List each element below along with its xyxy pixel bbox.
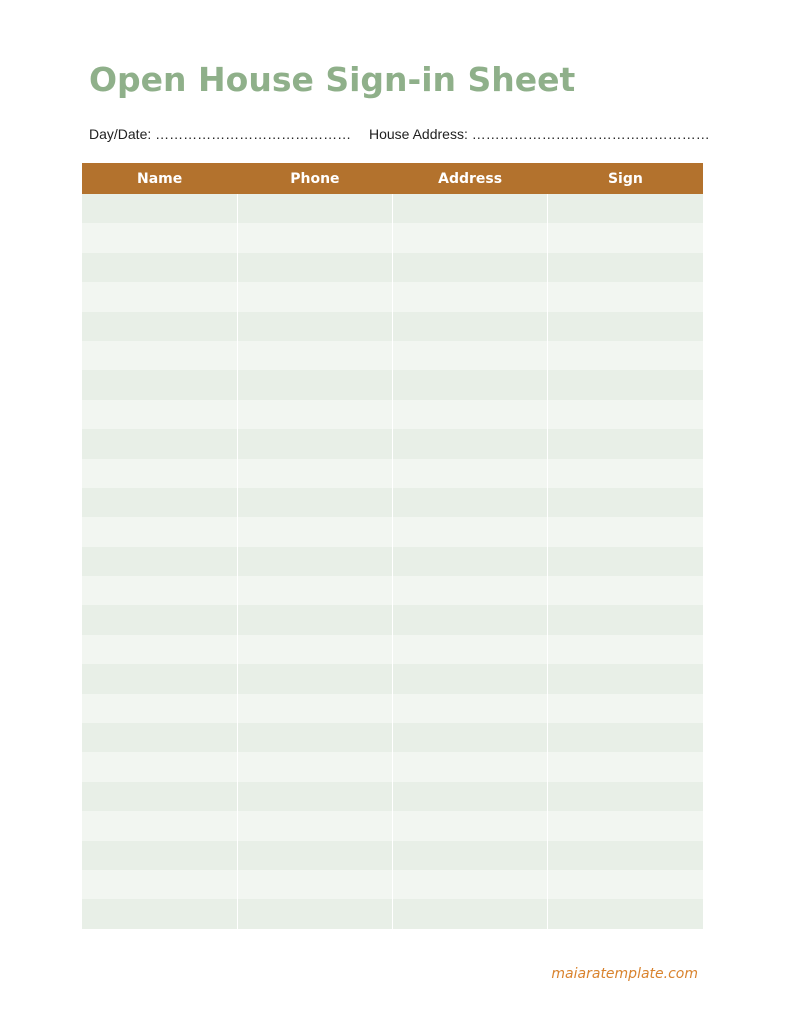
address-cell[interactable] <box>393 547 548 576</box>
name-cell[interactable] <box>82 429 237 458</box>
name-cell[interactable] <box>82 400 237 429</box>
sign-cell[interactable] <box>548 459 703 488</box>
phone-cell[interactable] <box>237 782 392 811</box>
sign-cell[interactable] <box>548 723 703 752</box>
address-cell[interactable] <box>393 782 548 811</box>
phone-cell[interactable] <box>237 282 392 311</box>
table-row <box>82 253 703 282</box>
phone-cell[interactable] <box>237 664 392 693</box>
name-cell[interactable] <box>82 752 237 781</box>
name-cell[interactable] <box>82 811 237 840</box>
sign-cell[interactable] <box>548 752 703 781</box>
sign-cell[interactable] <box>548 694 703 723</box>
address-cell[interactable] <box>393 488 548 517</box>
table-row <box>82 312 703 341</box>
phone-cell[interactable] <box>237 459 392 488</box>
table-row <box>82 488 703 517</box>
name-cell[interactable] <box>82 605 237 634</box>
name-cell[interactable] <box>82 870 237 899</box>
table-row <box>82 782 703 811</box>
phone-cell[interactable] <box>237 870 392 899</box>
phone-cell[interactable] <box>237 341 392 370</box>
table-header-row <box>82 163 703 194</box>
name-cell[interactable] <box>82 459 237 488</box>
header-sign: Sign <box>607 170 643 187</box>
address-cell[interactable] <box>393 194 548 223</box>
phone-cell[interactable] <box>237 899 392 928</box>
address-cell[interactable] <box>393 400 548 429</box>
header-address: Address <box>438 170 503 187</box>
table-row <box>82 194 703 223</box>
address-cell[interactable] <box>393 723 548 752</box>
phone-cell[interactable] <box>237 547 392 576</box>
phone-cell[interactable] <box>237 694 392 723</box>
name-cell[interactable] <box>82 194 237 223</box>
name-cell[interactable] <box>82 723 237 752</box>
sign-cell[interactable] <box>548 194 703 223</box>
name-cell[interactable] <box>82 576 237 605</box>
table-row <box>82 752 703 781</box>
address-cell[interactable] <box>393 811 548 840</box>
table-row <box>82 429 703 458</box>
name-cell[interactable] <box>82 253 237 282</box>
sign-cell[interactable] <box>548 370 703 399</box>
phone-cell[interactable] <box>237 253 392 282</box>
table-row <box>82 547 703 576</box>
sign-cell[interactable] <box>548 400 703 429</box>
sheet-title: Open House Sign-in Sheet <box>89 60 576 99</box>
sign-cell[interactable] <box>548 899 703 928</box>
sign-cell[interactable] <box>548 341 703 370</box>
address-cell[interactable] <box>393 694 548 723</box>
address-cell[interactable] <box>393 459 548 488</box>
phone-cell[interactable] <box>237 811 392 840</box>
table-row <box>82 723 703 752</box>
phone-cell[interactable] <box>237 400 392 429</box>
phone-cell[interactable] <box>237 370 392 399</box>
address-cell[interactable] <box>393 576 548 605</box>
address-cell[interactable] <box>393 870 548 899</box>
address-cell[interactable] <box>393 517 548 546</box>
sign-cell[interactable] <box>548 635 703 664</box>
phone-cell[interactable] <box>237 517 392 546</box>
house-address-line[interactable]: …………………………………………… <box>471 126 710 142</box>
address-cell[interactable] <box>393 899 548 928</box>
table-row <box>82 282 703 311</box>
sign-cell[interactable] <box>548 282 703 311</box>
day-date-field <box>89 126 351 142</box>
sign-cell[interactable] <box>548 870 703 899</box>
table-row <box>82 694 703 723</box>
name-cell[interactable] <box>82 223 237 252</box>
name-cell[interactable] <box>82 635 237 664</box>
phone-cell[interactable] <box>237 576 392 605</box>
address-cell[interactable] <box>393 312 548 341</box>
address-cell[interactable] <box>393 370 548 399</box>
name-cell[interactable] <box>82 899 237 928</box>
name-cell[interactable] <box>82 782 237 811</box>
header-phone: Phone <box>290 170 340 187</box>
name-cell[interactable] <box>82 488 237 517</box>
sign-cell[interactable] <box>548 312 703 341</box>
address-cell[interactable] <box>393 635 548 664</box>
name-cell[interactable] <box>82 312 237 341</box>
phone-cell[interactable] <box>237 635 392 664</box>
name-cell[interactable] <box>82 694 237 723</box>
table-row <box>82 605 703 634</box>
house-address-field <box>369 126 710 142</box>
sign-cell[interactable] <box>548 547 703 576</box>
table-body <box>82 194 703 929</box>
name-cell[interactable] <box>82 341 237 370</box>
table-row <box>82 841 703 870</box>
name-cell[interactable] <box>82 370 237 399</box>
sign-cell[interactable] <box>548 429 703 458</box>
address-cell[interactable] <box>393 341 548 370</box>
address-cell[interactable] <box>393 664 548 693</box>
address-cell[interactable] <box>393 605 548 634</box>
address-cell[interactable] <box>393 429 548 458</box>
name-cell[interactable] <box>82 841 237 870</box>
sign-cell[interactable] <box>548 664 703 693</box>
day-date-line[interactable]: …………………………………… <box>155 126 352 142</box>
sign-cell[interactable] <box>548 782 703 811</box>
table-row <box>82 459 703 488</box>
website-footer: maiaratemplate.com <box>551 966 698 982</box>
sign-cell[interactable] <box>548 223 703 252</box>
table-row <box>82 635 703 664</box>
day-date-label: Day/Date: <box>89 126 152 142</box>
sign-cell[interactable] <box>548 576 703 605</box>
address-cell[interactable] <box>393 282 548 311</box>
phone-cell[interactable] <box>237 312 392 341</box>
table-row <box>82 223 703 252</box>
name-cell[interactable] <box>82 517 237 546</box>
table-row <box>82 517 703 546</box>
table-row <box>82 899 703 928</box>
sign-cell[interactable] <box>548 841 703 870</box>
address-cell[interactable] <box>393 253 548 282</box>
phone-cell[interactable] <box>237 605 392 634</box>
table-row <box>82 811 703 840</box>
address-cell[interactable] <box>393 223 548 252</box>
sign-cell[interactable] <box>548 488 703 517</box>
sign-in-table <box>82 163 703 929</box>
table-row <box>82 870 703 899</box>
sign-cell[interactable] <box>548 253 703 282</box>
house-address-label: House Address: <box>369 126 468 142</box>
table-row <box>82 664 703 693</box>
header-name: Name <box>137 170 183 187</box>
phone-cell[interactable] <box>237 723 392 752</box>
table-row <box>82 370 703 399</box>
phone-cell[interactable] <box>237 752 392 781</box>
sign-cell[interactable] <box>548 517 703 546</box>
phone-cell[interactable] <box>237 429 392 458</box>
phone-cell[interactable] <box>237 488 392 517</box>
table-row <box>82 400 703 429</box>
name-cell[interactable] <box>82 664 237 693</box>
table-row <box>82 341 703 370</box>
sign-cell[interactable] <box>548 811 703 840</box>
address-cell[interactable] <box>393 752 548 781</box>
name-cell[interactable] <box>82 282 237 311</box>
phone-cell[interactable] <box>237 841 392 870</box>
phone-cell[interactable] <box>237 194 392 223</box>
phone-cell[interactable] <box>237 223 392 252</box>
table-row <box>82 576 703 605</box>
name-cell[interactable] <box>82 547 237 576</box>
address-cell[interactable] <box>393 841 548 870</box>
sign-cell[interactable] <box>548 605 703 634</box>
